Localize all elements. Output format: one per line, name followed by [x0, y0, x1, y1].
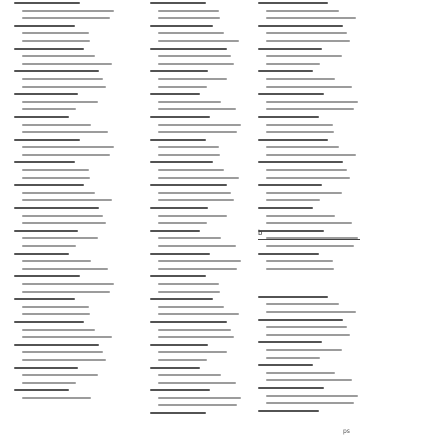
text-line: [22, 199, 112, 201]
text-line: [22, 283, 114, 285]
text-line: [158, 32, 224, 34]
text-line: [266, 222, 352, 224]
text-line: [22, 32, 89, 34]
text-line: [158, 336, 234, 338]
text-line: [158, 268, 237, 270]
text-line: [266, 40, 350, 42]
text-line: [22, 108, 76, 110]
text-line: [150, 48, 227, 50]
text-line: [266, 63, 320, 65]
text-line: [258, 48, 322, 50]
text-line: [266, 349, 342, 351]
text-line: [266, 55, 342, 57]
text-line: [266, 10, 339, 12]
text-line: [22, 351, 103, 353]
text-column-middle: [150, 2, 246, 420]
text-line: [14, 48, 84, 50]
page-folio: ps: [343, 428, 350, 435]
text-line: [258, 364, 313, 366]
text-line: [258, 161, 343, 163]
text-line: [14, 207, 99, 209]
text-line: [14, 93, 78, 95]
text-line: [266, 131, 334, 133]
text-line: [150, 344, 208, 346]
text-line: [158, 101, 221, 103]
text-line: [22, 306, 89, 308]
text-line: [22, 86, 106, 88]
text-line: [22, 154, 110, 156]
text-line: [22, 40, 90, 42]
text-line: [22, 245, 76, 247]
text-line: [158, 177, 239, 179]
text-line: [158, 63, 234, 65]
text-line: [22, 63, 112, 65]
text-line: [266, 177, 350, 179]
text-line: [14, 184, 84, 186]
text-line: [150, 275, 206, 277]
text-line: [22, 313, 90, 315]
text-line: [22, 260, 91, 262]
text-line: [158, 86, 207, 88]
text-line: [150, 184, 227, 186]
text-line: [22, 329, 95, 331]
text-line: [266, 78, 335, 80]
text-line: [266, 199, 320, 201]
text-line: [14, 344, 99, 346]
text-line: [258, 253, 319, 255]
text-line: [150, 389, 210, 391]
text-line: [158, 313, 239, 315]
text-line: [22, 101, 98, 103]
text-line: [22, 131, 108, 133]
text-line: [150, 116, 210, 118]
text-line: [158, 291, 220, 293]
text-line: [158, 382, 236, 384]
text-line: [22, 55, 95, 57]
text-line: [258, 296, 328, 298]
text-line: [158, 245, 236, 247]
text-line: [14, 25, 75, 27]
text-line: [266, 379, 352, 381]
text-line: [266, 17, 356, 19]
text-line: [22, 215, 103, 217]
text-line: [150, 161, 213, 163]
text-line: [158, 108, 236, 110]
text-line: [22, 177, 90, 179]
text-line: [158, 40, 239, 42]
text-line: [150, 298, 213, 300]
text-line: [158, 222, 207, 224]
text-line: [14, 298, 75, 300]
text-line: [266, 245, 354, 247]
text-line: [14, 253, 69, 255]
text-line: [158, 146, 219, 148]
text-line: [258, 139, 328, 141]
text-line: [158, 169, 224, 171]
text-line: [150, 412, 206, 414]
text-line: [258, 70, 313, 72]
text-line: [22, 382, 76, 384]
text-line: [158, 359, 207, 361]
text-line: [22, 78, 103, 80]
text-line: [14, 161, 75, 163]
text-line: [22, 192, 95, 194]
text-line: [258, 387, 324, 389]
text-line: [266, 86, 352, 88]
text-line: [14, 389, 69, 391]
text-line: [266, 268, 334, 270]
text-line: [22, 146, 114, 148]
text-line: [258, 116, 319, 118]
text-line: [14, 2, 80, 4]
text-line: [14, 139, 80, 141]
section-marker: b: [258, 229, 263, 237]
text-line: [22, 169, 89, 171]
text-line: [266, 357, 320, 359]
text-line: [14, 70, 99, 72]
text-line: [258, 25, 343, 27]
text-line: [158, 192, 231, 194]
text-line: [266, 108, 354, 110]
text-line: [158, 260, 241, 262]
text-line: [22, 268, 108, 270]
text-line: [158, 215, 227, 217]
text-line: [14, 321, 84, 323]
text-line: [158, 351, 227, 353]
text-line: [150, 93, 200, 95]
text-line: [266, 303, 339, 305]
text-line: [158, 131, 237, 133]
text-line: [150, 367, 200, 369]
text-line: [258, 319, 343, 321]
text-line: [22, 359, 106, 361]
text-line: [150, 253, 210, 255]
section-divider: [258, 239, 360, 240]
text-line: [22, 17, 110, 19]
text-line: [158, 199, 234, 201]
text-line: [14, 230, 78, 232]
text-line: [258, 410, 319, 412]
text-line: [158, 55, 231, 57]
text-line: [258, 230, 324, 232]
text-line: [158, 78, 227, 80]
text-line: [14, 275, 80, 277]
text-line: [158, 154, 220, 156]
text-line: [150, 139, 206, 141]
text-line: [266, 192, 342, 194]
text-line: [258, 341, 322, 343]
text-line: [266, 260, 333, 262]
text-line: [266, 154, 356, 156]
text-line: [22, 124, 91, 126]
text-line: [266, 334, 350, 336]
text-line: [258, 2, 328, 4]
text-column-left: [14, 2, 120, 404]
text-line: [266, 215, 335, 217]
text-line: [14, 367, 78, 369]
text-line: [158, 237, 221, 239]
text-line: [266, 326, 347, 328]
text-line: [22, 10, 114, 12]
text-line: [158, 404, 237, 406]
text-line: [22, 222, 106, 224]
text-line: [158, 397, 241, 399]
text-line: [266, 311, 356, 313]
text-line: [266, 146, 339, 148]
text-line: [158, 374, 221, 376]
text-line: [150, 25, 213, 27]
text-line: [158, 306, 224, 308]
text-line: [266, 169, 347, 171]
text-line: [150, 2, 206, 4]
text-line: [258, 93, 324, 95]
text-line: [150, 230, 200, 232]
text-line: [22, 237, 98, 239]
text-line: [266, 124, 333, 126]
text-line: [22, 374, 98, 376]
text-column-right: [258, 2, 364, 417]
text-line: [22, 397, 91, 399]
text-line: [150, 321, 227, 323]
text-line: [266, 372, 335, 374]
text-line: [266, 402, 354, 404]
text-line: [14, 116, 69, 118]
text-line: [22, 291, 110, 293]
text-line: [266, 32, 347, 34]
text-line: [266, 395, 358, 397]
text-line: [266, 101, 358, 103]
text-line: [258, 184, 322, 186]
text-line: [158, 124, 241, 126]
text-line: [150, 70, 208, 72]
text-line: [158, 283, 219, 285]
text-line: [258, 207, 313, 209]
text-line: [158, 329, 231, 331]
text-line: [22, 336, 112, 338]
text-line: [158, 10, 219, 12]
text-line: [158, 17, 220, 19]
text-line: [150, 207, 208, 209]
